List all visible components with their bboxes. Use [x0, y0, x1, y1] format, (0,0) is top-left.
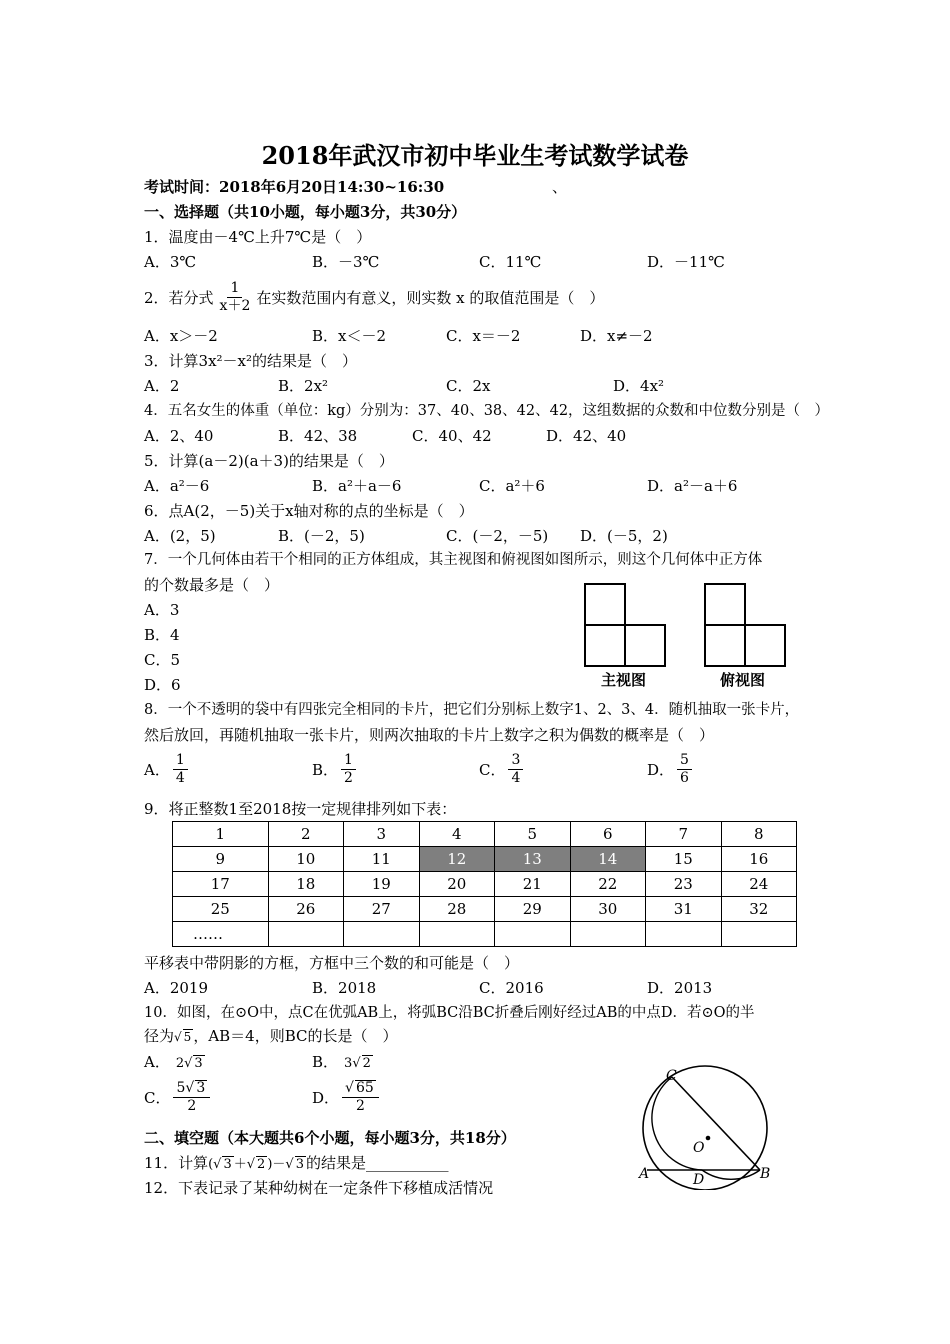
q6-option-d: D．(－5，2) [580, 527, 668, 545]
q1-option-b: B．－3℃ [312, 253, 380, 271]
q4-option-a: A．2、40 [144, 427, 214, 445]
q7-option-c: C．5 [144, 651, 181, 669]
table-cell: 29 [495, 897, 571, 922]
q2-fraction [217, 280, 254, 315]
q7-views-figure [580, 580, 800, 670]
q8-option-d [647, 752, 695, 787]
table-cell: …… [173, 922, 269, 947]
q2-option-a: A．x＞－2 [144, 327, 218, 345]
q1-stem: 1．温度由－4℃上升7℃是（ ） [144, 228, 372, 246]
q10-a-rad: 3 [194, 1056, 203, 1071]
center-point-o [706, 1136, 711, 1141]
q10-c-coef: 5 [176, 1080, 186, 1096]
q8-c-den: 4 [511, 770, 521, 786]
table-cell: 10 [268, 847, 344, 872]
folded-arc [652, 1077, 760, 1179]
q10-b-coef: 3 [344, 1056, 353, 1071]
q9-option-c: C．2016 [479, 979, 544, 997]
table-cell [344, 922, 420, 947]
q1-option-a: A．3℃ [144, 253, 197, 271]
q3-stem: 3．计算3x²－x²的结果是（ ） [144, 352, 358, 370]
q5-option-d: D．a²－a＋6 [647, 477, 738, 495]
q10-circle-figure [630, 1060, 780, 1190]
q8-option-c-label: C． [479, 760, 506, 779]
table-row [173, 847, 797, 872]
q10-option-c-label: C． [144, 1088, 171, 1107]
q10-option-b: B． 3√ 2 [312, 1053, 371, 1071]
q10-d-den: 2 [355, 1098, 365, 1114]
table-cell: 20 [419, 872, 495, 897]
q10-option-d: D． $\frac{√ 65}{2}$ [312, 1080, 382, 1115]
q10-c-den: 2 [187, 1098, 197, 1114]
table-cell: 32 [721, 897, 797, 922]
q8-a-num: 1 [173, 752, 188, 770]
table-cell: 12 [419, 847, 495, 872]
table-cell: 27 [344, 897, 420, 922]
table-cell: 14 [570, 847, 646, 872]
q8-d-den: 6 [680, 770, 689, 786]
q11-post: 的结果是___________ [306, 1154, 449, 1172]
table-cell: 2 [268, 822, 344, 847]
q10-stem-line2: 径为√ 5 ，AB＝4，则BC的长是（ ） [144, 1027, 398, 1045]
q8-stem-line2: 然后放回，再随机抽取一张卡片，则两次抽取的卡片上数字之积为偶数的概率是（ ） [144, 726, 715, 744]
q11-r2: 2 [257, 1157, 266, 1172]
page-title: 2018年武汉市初中毕业生考试数学试卷 [261, 141, 689, 170]
q6-stem: 6．点A(2，－5)关于x轴对称的点的坐标是（ ） [144, 502, 474, 520]
q4-stem: 4．五名女生的体重（单位：kg）分别为：37、40、38、42、42，这组数据的众数和中位数分别是（ ） [144, 403, 830, 419]
q3-option-d: D．4x² [613, 377, 665, 395]
table-cell: 23 [646, 872, 722, 897]
front-view-caption: 主视图 [601, 671, 647, 689]
label-a: A [639, 1166, 650, 1182]
q7-stem-line1: 7．一个几何体由若干个相同的正方体组成，其主视图和俯视图如图所示，则这个几何体中正方体 [144, 552, 763, 568]
table-cell: 7 [646, 822, 722, 847]
label-o: O [693, 1140, 705, 1156]
table-row-ellipsis [173, 922, 797, 947]
section-2-heading: 二、填空题（本大题共6个小题，每小题3分，共18分） [144, 1129, 516, 1147]
q10-option-a-label: A． [144, 1053, 170, 1071]
table-cell: 11 [344, 847, 420, 872]
q7-option-b: B．4 [144, 626, 180, 644]
table-cell: 25 [173, 897, 269, 922]
q2-frac-den: x＋2 [219, 298, 251, 314]
table-cell: 19 [344, 872, 420, 897]
table-cell: 30 [570, 897, 646, 922]
q3-option-a: A．2 [144, 377, 180, 395]
q10-option-d-label: D． [312, 1088, 340, 1107]
exam-time-mark: 、 [552, 178, 568, 196]
table-cell: 22 [570, 872, 646, 897]
q10-stem2-post: ，AB＝4，则BC的长是（ ） [193, 1027, 398, 1045]
table-cell [570, 922, 646, 947]
table-cell [495, 922, 571, 947]
q8-d-num: 5 [677, 752, 692, 770]
table-cell: 17 [173, 872, 269, 897]
table-cell: 16 [721, 847, 797, 872]
table-cell: 26 [268, 897, 344, 922]
q11-pre: 11．计算 [144, 1154, 209, 1172]
q2-option-d: D．x≠－2 [580, 327, 653, 345]
exam-time: 考试时间：2018年6月20日14:30~16:30 [144, 178, 445, 196]
table-cell: 31 [646, 897, 722, 922]
table-cell: 5 [495, 822, 571, 847]
q8-option-a-label: A． [144, 760, 170, 779]
top-view-shape [705, 584, 785, 666]
q11-r3: 3 [295, 1157, 304, 1172]
q8-c-num: 3 [508, 752, 523, 770]
q8-option-c [479, 752, 526, 787]
q9-follow: 平移表中带阴影的方框，方框中三个数的和可能是（ ） [144, 954, 520, 972]
q5-option-b: B．a²＋a－6 [312, 477, 402, 495]
q9-stem: 9．将正整数1至2018按一定规律排列如下表： [144, 800, 457, 818]
q2-stem-pre: 2．若分式 [144, 288, 214, 307]
q1-option-c: C．11℃ [479, 253, 542, 271]
q9-option-a: A．2019 [144, 979, 209, 997]
q10-radius-value: 5 [183, 1030, 192, 1044]
q11-stem: 11．计算(√ 3 ＋√ 2 )－√ 3 的结果是___________ [144, 1154, 449, 1172]
table-cell: 1 [173, 822, 269, 847]
table-cell: 24 [721, 872, 797, 897]
q8-b-den: 2 [344, 770, 353, 786]
q9-number-table [172, 821, 797, 947]
section-1-heading: 一、选择题（共10小题，每小题3分，共30分） [144, 203, 467, 221]
table-cell [268, 922, 344, 947]
q2-option-b: B．x＜－2 [312, 327, 387, 345]
q4-option-c: C．40、42 [412, 427, 492, 445]
q8-option-d-label: D． [647, 760, 675, 779]
q4-option-b: B．42、38 [278, 427, 358, 445]
q8-option-a [144, 752, 191, 787]
q8-b-num: 1 [341, 752, 356, 770]
q6-option-b: B．(－2，5) [278, 527, 365, 545]
q10-option-b-label: B． [312, 1053, 339, 1071]
table-cell: 9 [173, 847, 269, 872]
table-cell: 15 [646, 847, 722, 872]
table-row [173, 822, 797, 847]
table-row [173, 897, 797, 922]
q4-option-d: D．42、40 [546, 427, 627, 445]
q9-option-b: B．2018 [312, 979, 377, 997]
front-view-shape [585, 584, 665, 666]
q11-r1: 3 [223, 1157, 232, 1172]
top-view-caption: 俯视图 [720, 671, 766, 689]
table-cell [721, 922, 797, 947]
table-row [173, 872, 797, 897]
chord-bc [672, 1077, 760, 1170]
table-cell: 6 [570, 822, 646, 847]
q8-option-b [312, 752, 359, 787]
q12-stem: 12．下表记录了某种幼树在一定条件下移植成活情况 [144, 1179, 494, 1197]
q5-stem: 5．计算(a－2)(a＋3)的结果是（ ） [144, 452, 394, 470]
table-cell: 21 [495, 872, 571, 897]
q7-option-d: D．6 [144, 676, 181, 694]
table-cell: 8 [721, 822, 797, 847]
q10-option-a: A． 2√ 3 [144, 1053, 203, 1071]
q8-option-b-label: B． [312, 760, 339, 779]
q10-option-c: C． $\frac{5√ 3}{2}$ [144, 1080, 213, 1115]
q10-stem2-pre: 径为 [144, 1027, 175, 1045]
q9-option-d: D．2013 [647, 979, 713, 997]
q5-option-c: C．a²＋6 [479, 477, 545, 495]
label-b: B [760, 1166, 771, 1182]
q11-plus: ＋ [233, 1157, 247, 1172]
q2-option-c: C．x＝－2 [446, 327, 521, 345]
q2-stem-post: 在实数范围内有意义，则实数 x 的取值范围是（ ） [256, 288, 605, 307]
table-cell: 18 [268, 872, 344, 897]
table-cell: 4 [419, 822, 495, 847]
label-c: C [666, 1068, 677, 1084]
q2-frac-num: 1 [227, 280, 242, 298]
q6-option-a: A．(2，5) [144, 527, 216, 545]
table-cell [419, 922, 495, 947]
q8-a-den: 4 [175, 770, 185, 786]
table-cell: 28 [419, 897, 495, 922]
q7-option-a: A．3 [144, 601, 180, 619]
q10-a-coef: 2 [175, 1056, 185, 1071]
q3-option-b: B．2x² [278, 377, 329, 395]
q1-option-d: D．－11℃ [647, 253, 725, 271]
table-cell: 3 [344, 822, 420, 847]
q10-d-rad: 65 [355, 1080, 374, 1096]
q8-stem-line1: 8．一个不透明的袋中有四张完全相同的卡片，把它们分别标上数字1、2、3、4．随机抽取一张卡片， [144, 702, 800, 718]
table-cell: 13 [495, 847, 571, 872]
q11-minus: － [272, 1157, 286, 1172]
q7-stem-line2: 的个数最多是（ ） [144, 576, 280, 594]
q6-option-c: C．(－2，－5) [446, 527, 549, 545]
q3-option-c: C．2x [446, 377, 491, 395]
q10-b-rad: 2 [362, 1056, 371, 1071]
q2-stem [144, 280, 604, 315]
label-d: D [693, 1172, 705, 1188]
table-cell [646, 922, 722, 947]
q10-c-rad: 3 [196, 1080, 206, 1096]
q10-stem-line1: 10．如图，在⊙O中，点C在优弧AB上，将弧BC沿BC折叠后刚好经过AB的中点D．若⊙O的半 [144, 1005, 755, 1021]
q5-option-a: A．a²－6 [144, 477, 210, 495]
